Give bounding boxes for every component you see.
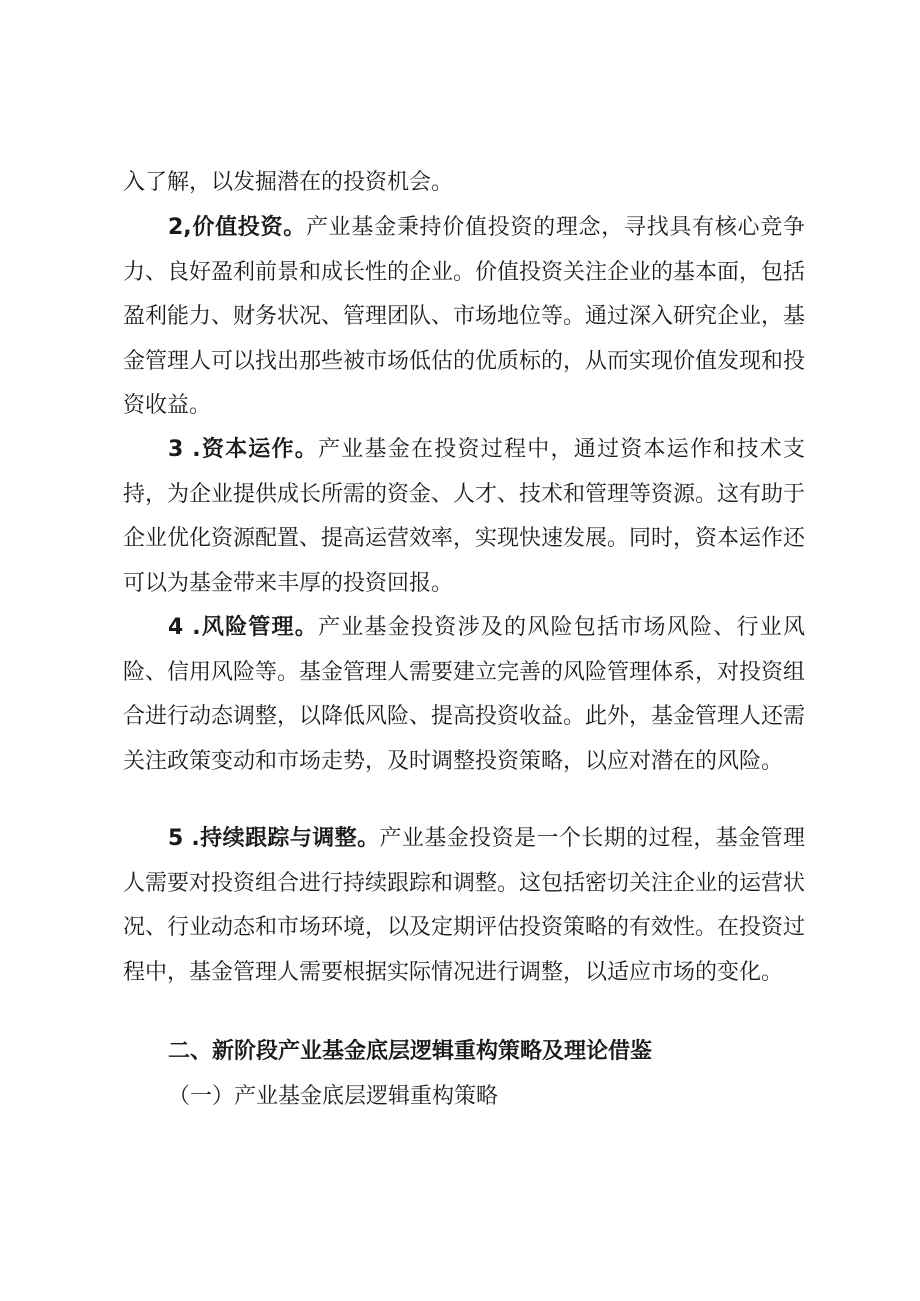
paragraph-lead: 5 .持续跟踪与调整。 xyxy=(168,826,380,851)
paragraph-body: 产业基金投资是一个长期的过程，基金管理人需要对投资组合进行持续跟踪和调整。这包括密切关注企业的运营状况、行业动态和市场环境，以及定期评估投资策略的有效性。在投资过程中，基金管理人需要根据实际情况进行调整，以适应市场的变化。 xyxy=(123,826,806,985)
paragraph-capital-operation xyxy=(123,428,805,606)
paragraph-risk-management xyxy=(123,606,805,784)
paragraph-body: 产业基金在投资过程中，通过资本运作和技术支持，为企业提供成长所需的资金、人才、技术和管理等资源。这有助于企业优化资源配置、提高运营效率，实现快速发展。同时，资本运作还可以为基金带来丰厚的投资回报。 xyxy=(123,437,806,596)
paragraph-lead: 2,价值投资。 xyxy=(168,215,306,240)
paragraph-body: 产业基金秉持价值投资的理念，寻找具有核心竞争力、良好盈利前景和成长性的企业。价值投资关注企业的基本面，包括盈利能力、财务状况、管理团队、市场地位等。通过深入研究企业，基金管理人可以找出那些被市场低估的优质标的，从而实现价值发现和投资收益。 xyxy=(123,215,806,418)
sub-heading: （一）产业基金底层逻辑重构策略 xyxy=(168,1084,499,1109)
paragraph-lead: 4 .风险管理。 xyxy=(168,615,319,640)
paragraph-continuation xyxy=(123,161,805,206)
paragraph-tracking-adjustment xyxy=(123,817,805,995)
paragraph-value-investing xyxy=(123,206,805,429)
paragraph-lead: 3 .资本运作。 xyxy=(168,437,319,462)
section-heading: 二、新阶段产业基金底层逻辑重构策略及理论借鉴 xyxy=(168,1039,653,1064)
paragraph-body: 产业基金投资涉及的风险包括市场风险、行业风险、信用风险等。基金管理人需要建立完善的风险管理体系，对投资组合进行动态调整，以降低风险、提高投资收益。此外，基金管理人还需关注政策变动和市场走势，及时调整投资策略，以应对潜在的风险。 xyxy=(123,615,806,774)
paragraph-body: 入了解，以发掘潜在的投资机会。 xyxy=(123,170,454,195)
